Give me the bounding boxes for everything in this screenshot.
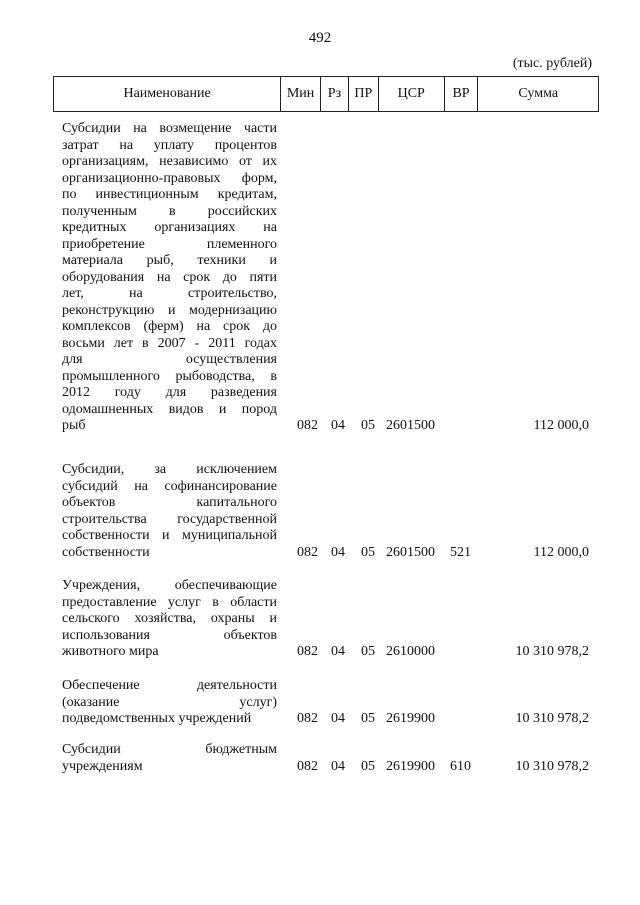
- cell-csr: 2601500: [386, 545, 435, 560]
- row-codes: [0, 418, 640, 435]
- row-name-line: комплексов (ферм) на срок до: [62, 319, 277, 334]
- row-name-line: оборудования на срок до пяти: [62, 269, 277, 285]
- row-name-line: 2012 году для разведения: [62, 385, 277, 400]
- cell-csr: 2601500: [386, 418, 435, 433]
- row-name-line: кредитных организациях на: [62, 220, 277, 235]
- row-name-line: по инвестиционным кредитам,: [62, 187, 277, 202]
- cell-sum: 112 000,0: [533, 545, 589, 560]
- cell-min: 082: [297, 418, 318, 433]
- row-name-line: лет, на строительство,: [62, 286, 277, 301]
- column-header-min: Мин: [281, 77, 321, 111]
- row-name-line: затрат на уплату процентов: [62, 137, 277, 153]
- row-name-line: реконструкцию и модернизацию: [62, 302, 277, 318]
- cell-sum: 10 310 978,2: [515, 644, 589, 659]
- row-name-line: использования объектов: [62, 627, 277, 643]
- page-number: 492: [308, 30, 332, 46]
- cell-pr: 05: [361, 759, 375, 774]
- row-name-line: организациям, независимо от их: [62, 154, 277, 169]
- row-codes: [0, 759, 640, 776]
- row-name-line: строительства государственной: [62, 511, 277, 527]
- cell-csr: 2619900: [386, 759, 435, 774]
- row-name-line: сельского хозяйства, охраны и: [62, 611, 277, 626]
- cell-pr: 05: [361, 418, 375, 433]
- cell-min: 082: [297, 759, 318, 774]
- row-name-line: полученным в российских: [62, 203, 277, 219]
- cell-min: 082: [297, 545, 318, 560]
- row-name-line: материала рыб, техники и: [62, 253, 277, 268]
- row-name-line: для осуществления: [62, 352, 277, 367]
- row-codes: [0, 644, 640, 661]
- cell-sum: 10 310 978,2: [515, 711, 589, 726]
- row-name-line: животного мира: [62, 644, 159, 659]
- column-header-rz: Рз: [321, 77, 349, 111]
- row-name-line: восьми лет в 2007 - 2011 годах: [62, 335, 277, 351]
- row-name-line: промышленного рыбоводства, в: [62, 368, 277, 384]
- cell-pr: 05: [361, 711, 375, 726]
- cell-pr: 05: [361, 545, 375, 560]
- units-label: (тыс. рублей): [512, 56, 592, 71]
- row-codes: [0, 545, 640, 562]
- cell-rz: 04: [331, 759, 345, 774]
- row-name-line: собственности: [62, 544, 150, 560]
- row-name-line: учреждениям: [62, 758, 143, 774]
- row-name-line: субсидий на софинансирование: [62, 478, 277, 494]
- row-name-line: Субсидии бюджетным: [62, 742, 277, 757]
- table-header: [53, 76, 599, 112]
- row-name-line: Субсидии, за исключением: [62, 462, 277, 477]
- column-header-sum: Сумма: [518, 86, 559, 101]
- column-header-pr: ПР: [349, 77, 379, 111]
- cell-rz: 04: [331, 711, 345, 726]
- cell-sum: 10 310 978,2: [515, 759, 589, 774]
- cell-vr: 521: [450, 545, 471, 560]
- row-name: [62, 121, 277, 435]
- row-name-line: организационно-правовых форм,: [62, 170, 277, 186]
- cell-pr: 05: [361, 644, 375, 659]
- cell-sum: 112 000,0: [533, 418, 589, 433]
- row-name-line: подведомственных учреждений: [62, 711, 252, 726]
- cell-rz: 04: [331, 418, 345, 433]
- cell-csr: 2619900: [386, 711, 435, 726]
- row-name-line: Обеспечение деятельности: [62, 678, 277, 693]
- cell-vr: 610: [450, 759, 471, 774]
- column-header-csr: ЦСР: [379, 77, 445, 111]
- row-name-line: приобретение племенного: [62, 236, 277, 252]
- column-header-name: Наименование: [54, 77, 281, 111]
- cell-min: 082: [297, 711, 318, 726]
- row-name-line: одомашненных видов и пород: [62, 401, 277, 417]
- cell-min: 082: [297, 644, 318, 659]
- row-name-line: объектов капитального: [62, 495, 277, 510]
- cell-csr: 2610000: [386, 644, 435, 659]
- row-codes: [0, 711, 640, 728]
- cell-rz: 04: [331, 644, 345, 659]
- row-name-line: Субсидии на возмещение части: [62, 121, 277, 136]
- column-header-vr: ВР: [445, 77, 479, 111]
- row-name-line: предоставление услуг в области: [62, 594, 277, 610]
- row-name-line: собственности и муниципальной: [62, 528, 277, 543]
- row-name-line: рыб: [62, 418, 86, 433]
- cell-rz: 04: [331, 545, 345, 560]
- row-name-line: (оказание услуг): [62, 694, 277, 710]
- row-name-line: Учреждения, обеспечивающие: [62, 578, 277, 593]
